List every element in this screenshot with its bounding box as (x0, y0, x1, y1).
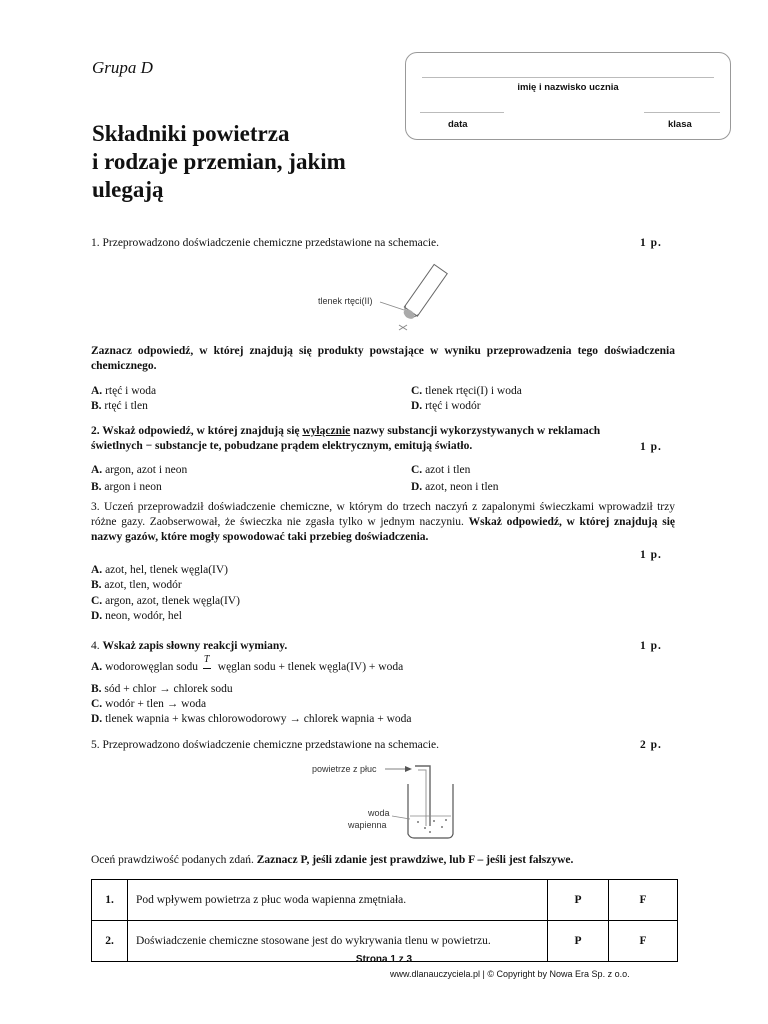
class-label: klasa (668, 119, 692, 130)
q3-text: 3. Uczeń przeprowadził doświadczenie chemiczne, w którym do trzech naczyń z zapalonymi świeczkami wprowadził trzy różne gazy. Zaobserwował, że świeczka nie zgasła tylko w jednym naczyniu. Wskaż odpowiedź, w której znajdują się nazwy gazów, które mogły spowodować taki przebieg doświadczenia. (91, 501, 675, 543)
name-label: imię i nazwisko ucznia (517, 82, 619, 93)
q3-option-b[interactable]: B. azot, tlen, wodór (91, 579, 182, 591)
q1-instruction: Zaznacz odpowiedź, w której znajdują się produkty powstające w wyniku przeprowadzenia tego doświadczenia chemicznego. (91, 345, 675, 372)
true-option[interactable]: P (548, 880, 609, 921)
q5-points: 2 p. (640, 739, 662, 751)
student-info-box (405, 52, 731, 140)
q4-option-c[interactable]: C. wodór + tlen → woda (91, 698, 207, 710)
q5-text: 5. Przeprowadzono doświadczenie chemiczne przedstawione na schemacie. (91, 739, 440, 751)
table-row (92, 880, 678, 921)
row-statement: Pod wpływem powietrza z płuc woda wapienna zmętniała. (128, 880, 548, 921)
page-title (92, 120, 392, 204)
row-statement: Doświadczenie chemiczne stosowane jest do wykrywania tlenu w powietrzu. (128, 921, 548, 962)
test-tube-icon (400, 264, 447, 322)
q4-points: 1 p. (640, 640, 662, 652)
q1-figure-label: tlenek rtęci(II) (318, 296, 373, 306)
true-false-table (91, 879, 678, 962)
title-line-1: Składniki powietrza (92, 121, 290, 146)
beaker-icon (408, 766, 453, 838)
q1-option-d[interactable]: D. rtęć i wodór (411, 400, 481, 412)
q1-text: 1. Przeprowadzono doświadczenie chemiczne przedstawione na schemacie. (91, 237, 440, 249)
copyright: www.dlanauczyciela.pl | © Copyright by Nowa Era Sp. z o.o. (390, 969, 630, 979)
title-line-3: ulegają (92, 177, 164, 202)
group-label: Grupa D (92, 58, 153, 77)
q5-figure-label-wapienna: wapienna (348, 820, 387, 830)
date-line (420, 112, 504, 113)
q2-option-b[interactable]: B. argon i neon (91, 481, 162, 493)
q1-option-b[interactable]: B. rtęć i tlen (91, 400, 148, 412)
row-number: 2. (92, 921, 128, 962)
name-line (422, 77, 714, 78)
false-option[interactable]: F (609, 880, 678, 921)
q2-text: 2. Wskaż odpowiedź, w której znajdują się wyłącznie nazwy substancji wykorzystywanych w reklamach świetlnych − substancje te, pobudzane prądem elektrycznym, emitują światło. (91, 425, 601, 452)
q1-points: 1 p. (640, 237, 662, 249)
beaker-figure (300, 756, 470, 846)
q4-option-b[interactable]: B. sód + chlor → chlorek sodu (91, 683, 233, 695)
q2-option-d[interactable]: D. azot, neon i tlen (411, 481, 499, 493)
true-option[interactable]: P (548, 921, 609, 962)
q2-option-c[interactable]: C. azot i tlen (411, 464, 471, 476)
q5-instruction: Oceń prawdziwość podanych zdań. Zaznacz P, jeśli zdanie jest prawdziwe, lub F – jeśli jest fałszywe. (91, 854, 574, 866)
page-number: Strona 1 z 3 (355, 954, 413, 965)
class-line (644, 112, 720, 113)
q4-text: 4. Wskaż zapis słowny reakcji wymiany. (91, 640, 288, 652)
q3-points: 1 p. (640, 549, 662, 561)
date-label: data (448, 119, 468, 130)
q5-figure-label-woda: woda (368, 808, 390, 818)
row-number: 1. (92, 880, 128, 921)
q3-option-a[interactable]: A. azot, hel, tlenek węgla(IV) (91, 564, 228, 576)
q5-figure-label-top: powietrze z płuc (312, 764, 377, 774)
heat-arrow-icon: T (201, 661, 215, 673)
q1-option-c[interactable]: C. tlenek rtęci(I) i woda (411, 385, 522, 397)
q3-option-d[interactable]: D. neon, wodór, hel (91, 610, 182, 622)
q4-option-a[interactable]: A. wodorowęglan sodu T węglan sodu + tlenek węgla(IV) + woda (91, 654, 404, 673)
title-line-2: i rodzaje przemian, jakim (92, 149, 346, 174)
false-option[interactable]: F (609, 921, 678, 962)
q4-option-d[interactable]: D. tlenek wapnia + kwas chlorowodorowy → chlorek wapnia + woda (91, 713, 412, 725)
test-tube-figure (300, 255, 470, 335)
q3-option-c[interactable]: C. argon, azot, tlenek węgla(IV) (91, 595, 240, 607)
q1-option-a[interactable]: A. rtęć i woda (91, 385, 157, 397)
q2-option-a[interactable]: A. argon, azot i neon (91, 464, 188, 476)
q2-points: 1 p. (640, 441, 662, 453)
